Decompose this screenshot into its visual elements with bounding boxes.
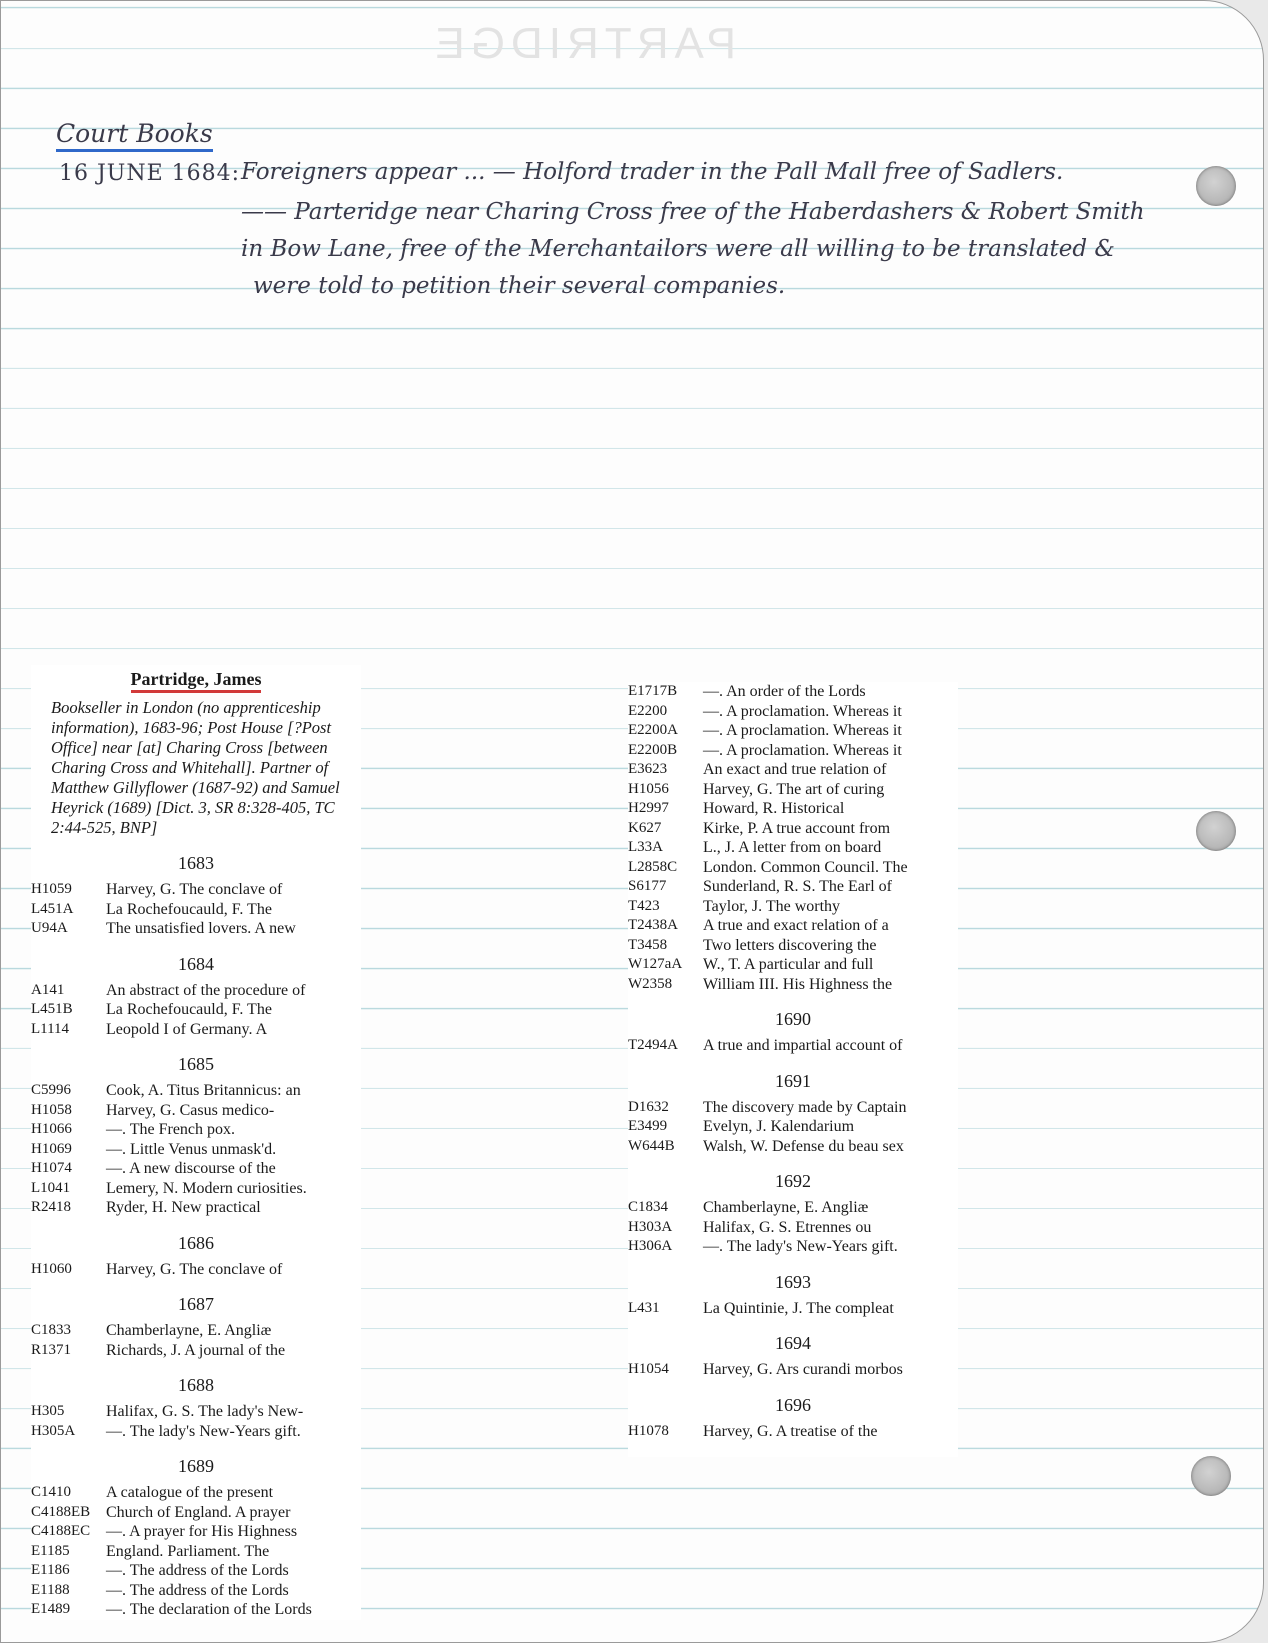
publication-title: La Rochefoucauld, F. The — [106, 900, 272, 918]
publication-title: La Rochefoucauld, F. The — [106, 1001, 272, 1018]
wing-number: E1186 — [31, 1562, 70, 1578]
publication-title: Evelyn, J. Kalendarium — [703, 1118, 855, 1135]
wing-number: H1054 — [628, 1361, 669, 1377]
publication-title: William III. His Highness the — [703, 975, 893, 993]
publication-row — [628, 1218, 958, 1238]
entry-description: Bookseller in London (no apprenticeship information), 1683-96; Post House [?Post Office] near [at] Charing Cross [between Charing Cross and Whitehall]. Partner of Matthew Gillyflower (1687-92) and Samuel Heyrick (1689) [Dict. 3, SR 8:328-405, TC 2:44-525, BNP] — [51, 698, 340, 837]
year-heading: 1688 — [178, 1375, 214, 1395]
publication-row — [628, 682, 958, 702]
publication-title: Cook, A. Titus Britannicus: an — [106, 1082, 301, 1099]
publication-title: L., J. A letter from on board — [703, 839, 882, 856]
wing-number: W644B — [628, 1137, 675, 1154]
wing-number: L431 — [628, 1299, 660, 1316]
wing-number: L451A — [31, 900, 74, 917]
year-list-continued — [628, 682, 958, 994]
publication-title: Harvey, G. The art of curing — [703, 780, 885, 798]
publication-row — [628, 1198, 958, 1218]
year-heading: 1696 — [775, 1394, 811, 1415]
publication-row — [31, 1600, 361, 1620]
publication-title: —. A proclamation. Whereas it — [703, 722, 902, 739]
publication-row — [628, 1299, 958, 1319]
publication-row — [628, 936, 958, 956]
handwritten-notes — [1, 1, 1161, 321]
publication-row — [628, 897, 958, 917]
publication-title: La Quintinie, J. The compleat — [703, 1299, 894, 1317]
publication-title: Taylor, J. The worthy — [703, 897, 841, 915]
wing-number: K627 — [628, 819, 662, 836]
publication-title: Harvey, G. Casus medico- — [106, 1101, 275, 1119]
publication-title: Richards, J. A journal of the — [106, 1341, 286, 1359]
wing-number: H303A — [628, 1218, 673, 1235]
wing-number: H2997 — [628, 800, 669, 816]
wing-number: H305A — [31, 1422, 76, 1439]
publication-row — [628, 877, 958, 897]
publication-title: Chamberlayne, E. Angliæ — [703, 1199, 869, 1216]
printed-entry-left-column — [31, 665, 361, 1620]
publication-row — [628, 1237, 958, 1257]
year-list-left — [31, 852, 361, 1620]
publication-row — [31, 1140, 361, 1160]
wing-number: C1834 — [628, 1199, 669, 1215]
wing-number: H1058 — [31, 1101, 72, 1118]
wing-number: E3623 — [628, 761, 668, 777]
wing-number: E2200B — [628, 741, 678, 758]
wing-number: H1056 — [628, 780, 669, 797]
wing-number: E2200 — [628, 702, 668, 719]
wing-number: E3499 — [628, 1118, 668, 1134]
punch-hole — [1196, 811, 1236, 851]
publication-title: —. A new discourse of the — [106, 1160, 276, 1177]
publication-title: Ryder, H. New practical — [106, 1199, 261, 1216]
publication-row — [31, 981, 361, 1001]
wing-number: T2438A — [628, 917, 678, 933]
publication-row — [628, 741, 958, 761]
bleed-through-header: PARTRIDGE — [429, 19, 736, 68]
publication-title: An abstract of the procedure of — [106, 981, 306, 999]
wing-number: L1041 — [31, 1179, 71, 1196]
publication-row — [31, 1503, 361, 1523]
publication-row — [628, 975, 958, 995]
wing-number: H1066 — [31, 1121, 72, 1137]
wing-number: R1371 — [31, 1341, 72, 1358]
publication-title: Harvey, G. The conclave of — [106, 1260, 283, 1278]
publication-row — [628, 1137, 958, 1157]
year-heading: 1685 — [178, 1054, 214, 1074]
publication-title: Chamberlayne, E. Angliæ — [106, 1322, 272, 1339]
publication-title: Kirke, P. A true account from — [703, 819, 891, 837]
wing-number: T423 — [628, 897, 660, 914]
publication-row — [628, 1360, 958, 1380]
publication-title: An exact and true relation of — [703, 761, 887, 778]
notes-line: in Bow Lane, free of the Merchantailors were all willing to be translated & — [241, 236, 1115, 262]
wing-number: W127aA — [628, 956, 683, 972]
publication-row — [628, 1117, 958, 1137]
publication-row — [628, 799, 958, 819]
publication-title: Leopold I of Germany. A — [106, 1020, 268, 1038]
publication-row — [31, 1321, 361, 1341]
printed-entry-right-column — [628, 682, 958, 1457]
wing-number: E1188 — [31, 1581, 70, 1598]
wing-number: T2494A — [628, 1037, 678, 1053]
wing-number: A141 — [31, 981, 65, 998]
publication-title: —. The address of the Lords — [106, 1562, 289, 1579]
publication-title: A catalogue of the present — [106, 1484, 274, 1501]
year-heading: 1692 — [775, 1171, 811, 1191]
year-heading: 1683 — [178, 853, 214, 873]
publication-title: —. The lady's New-Years gift. — [703, 1238, 898, 1255]
publication-title: A true and impartial account of — [703, 1037, 903, 1054]
publication-row — [628, 955, 958, 975]
wing-number: H1059 — [31, 881, 72, 897]
entry-name: Partridge, James — [31, 669, 361, 690]
publication-title: —. A proclamation. Whereas it — [703, 702, 902, 720]
punch-hole — [1191, 1456, 1231, 1496]
publication-title: —. The French pox. — [106, 1121, 236, 1138]
publication-title: W., T. A particular and full — [703, 956, 874, 973]
publication-title: —. A proclamation. Whereas it — [703, 741, 902, 759]
year-heading: 1687 — [178, 1294, 214, 1314]
wing-number: E1185 — [31, 1542, 70, 1559]
wing-number: T3458 — [628, 936, 668, 953]
publication-row — [31, 1081, 361, 1101]
publication-title: England. Parliament. The — [106, 1542, 270, 1560]
year-heading: 1686 — [178, 1232, 214, 1253]
wing-number: S6177 — [628, 878, 667, 894]
wing-number: E2200A — [628, 722, 678, 738]
notes-line: —— Parteridge near Charing Cross free of the Haberdashers & Robert Smith — [241, 199, 1145, 225]
publication-title: —. The lady's New-Years gift. — [106, 1422, 301, 1440]
notes-heading: Court Books — [56, 119, 213, 152]
publication-row — [31, 1522, 361, 1542]
notes-date: 16 JUNE 1684: — [59, 161, 241, 186]
wing-number: H1069 — [31, 1140, 72, 1157]
wing-number: L2858C — [628, 858, 678, 875]
year-heading: 1691 — [775, 1070, 811, 1091]
publication-title: The discovery made by Captain — [703, 1098, 907, 1116]
publication-row — [31, 919, 361, 939]
wing-number: C5996 — [31, 1082, 72, 1098]
publication-title: London. Common Council. The — [703, 858, 908, 876]
publication-title: —. Little Venus unmask'd. — [106, 1140, 277, 1158]
wing-number: H306A — [628, 1238, 673, 1254]
publication-title: —. A prayer for His Highness — [106, 1523, 298, 1540]
publication-row — [628, 760, 958, 780]
wing-number: W2358 — [628, 975, 673, 992]
wing-number: U94A — [31, 920, 68, 936]
publication-row — [31, 1159, 361, 1179]
publication-row — [628, 838, 958, 858]
publication-title: —. The address of the Lords — [106, 1581, 289, 1599]
publication-title: Halifax, G. S. Etrennes ou — [703, 1218, 872, 1236]
publication-row — [628, 780, 958, 800]
year-heading: 1693 — [775, 1271, 811, 1292]
publication-row — [31, 900, 361, 920]
publication-title: —. The declaration of the Lords — [106, 1601, 312, 1618]
publication-title: Howard, R. Historical — [703, 800, 845, 817]
publication-row — [31, 1483, 361, 1503]
publication-title: Harvey, G. The conclave of — [106, 881, 283, 898]
publication-row — [628, 1098, 958, 1118]
notes-line: Foreigners appear ... — Holford trader in the Pall Mall free of Sadlers. — [241, 159, 1064, 185]
wing-number: E1489 — [31, 1601, 71, 1617]
year-list-right — [628, 1008, 958, 1441]
year-heading: 1684 — [178, 953, 214, 974]
punch-hole — [1196, 166, 1236, 206]
publication-row — [628, 721, 958, 741]
publication-title: Sunderland, R. S. The Earl of — [703, 878, 893, 895]
wing-number: C4188EB — [31, 1503, 91, 1520]
publication-title: Harvey, G. A treatise of the — [703, 1422, 878, 1440]
publication-row — [31, 1020, 361, 1040]
publication-row — [31, 1341, 361, 1361]
publication-row — [31, 1198, 361, 1218]
wing-number: E1717B — [628, 683, 678, 699]
publication-row — [31, 1260, 361, 1280]
publication-title: Church of England. A prayer — [106, 1503, 291, 1521]
publication-row — [628, 858, 958, 878]
publication-row — [31, 1422, 361, 1442]
publication-title: A true and exact relation of a — [703, 917, 889, 934]
publication-title: Lemery, N. Modern curiosities. — [106, 1179, 307, 1197]
publication-row — [628, 819, 958, 839]
wing-number: H1078 — [628, 1422, 669, 1439]
wing-number: C1410 — [31, 1484, 72, 1500]
wing-number: L451B — [31, 1001, 73, 1017]
publication-row — [31, 1581, 361, 1601]
publication-title: —. An order of the Lords — [703, 683, 866, 700]
publication-row — [628, 916, 958, 936]
publication-title: Walsh, W. Defense du beau sex — [703, 1137, 904, 1155]
notes-line: were told to petition their several companies. — [253, 273, 786, 299]
publication-row — [31, 1120, 361, 1140]
publication-row — [31, 1561, 361, 1581]
wing-number: C1833 — [31, 1322, 72, 1338]
year-heading: 1694 — [775, 1333, 811, 1353]
year-heading: 1689 — [178, 1456, 214, 1476]
publication-title: Harvey, G. Ars curandi morbos — [703, 1361, 903, 1378]
publication-row — [628, 1036, 958, 1056]
publication-title: Two letters discovering the — [703, 936, 877, 954]
wing-number: R2418 — [31, 1199, 72, 1215]
publication-title: Halifax, G. S. The lady's New- — [106, 1403, 304, 1420]
wing-number: C4188EC — [31, 1523, 91, 1539]
wing-number: D1632 — [628, 1098, 669, 1115]
publication-row — [31, 1101, 361, 1121]
publication-row — [628, 702, 958, 722]
wing-number: H1060 — [31, 1260, 72, 1277]
publication-row — [31, 1000, 361, 1020]
publication-row — [31, 1179, 361, 1199]
publication-row — [31, 880, 361, 900]
year-heading: 1690 — [775, 1009, 811, 1029]
publication-row — [31, 1402, 361, 1422]
publication-row — [628, 1422, 958, 1442]
publication-title: The unsatisfied lovers. A new — [106, 920, 296, 937]
wing-number: L1114 — [31, 1020, 70, 1037]
wing-number: L33A — [628, 839, 663, 855]
wing-number: H1074 — [31, 1160, 72, 1176]
wing-number: H305 — [31, 1403, 65, 1419]
publication-row — [31, 1542, 361, 1562]
